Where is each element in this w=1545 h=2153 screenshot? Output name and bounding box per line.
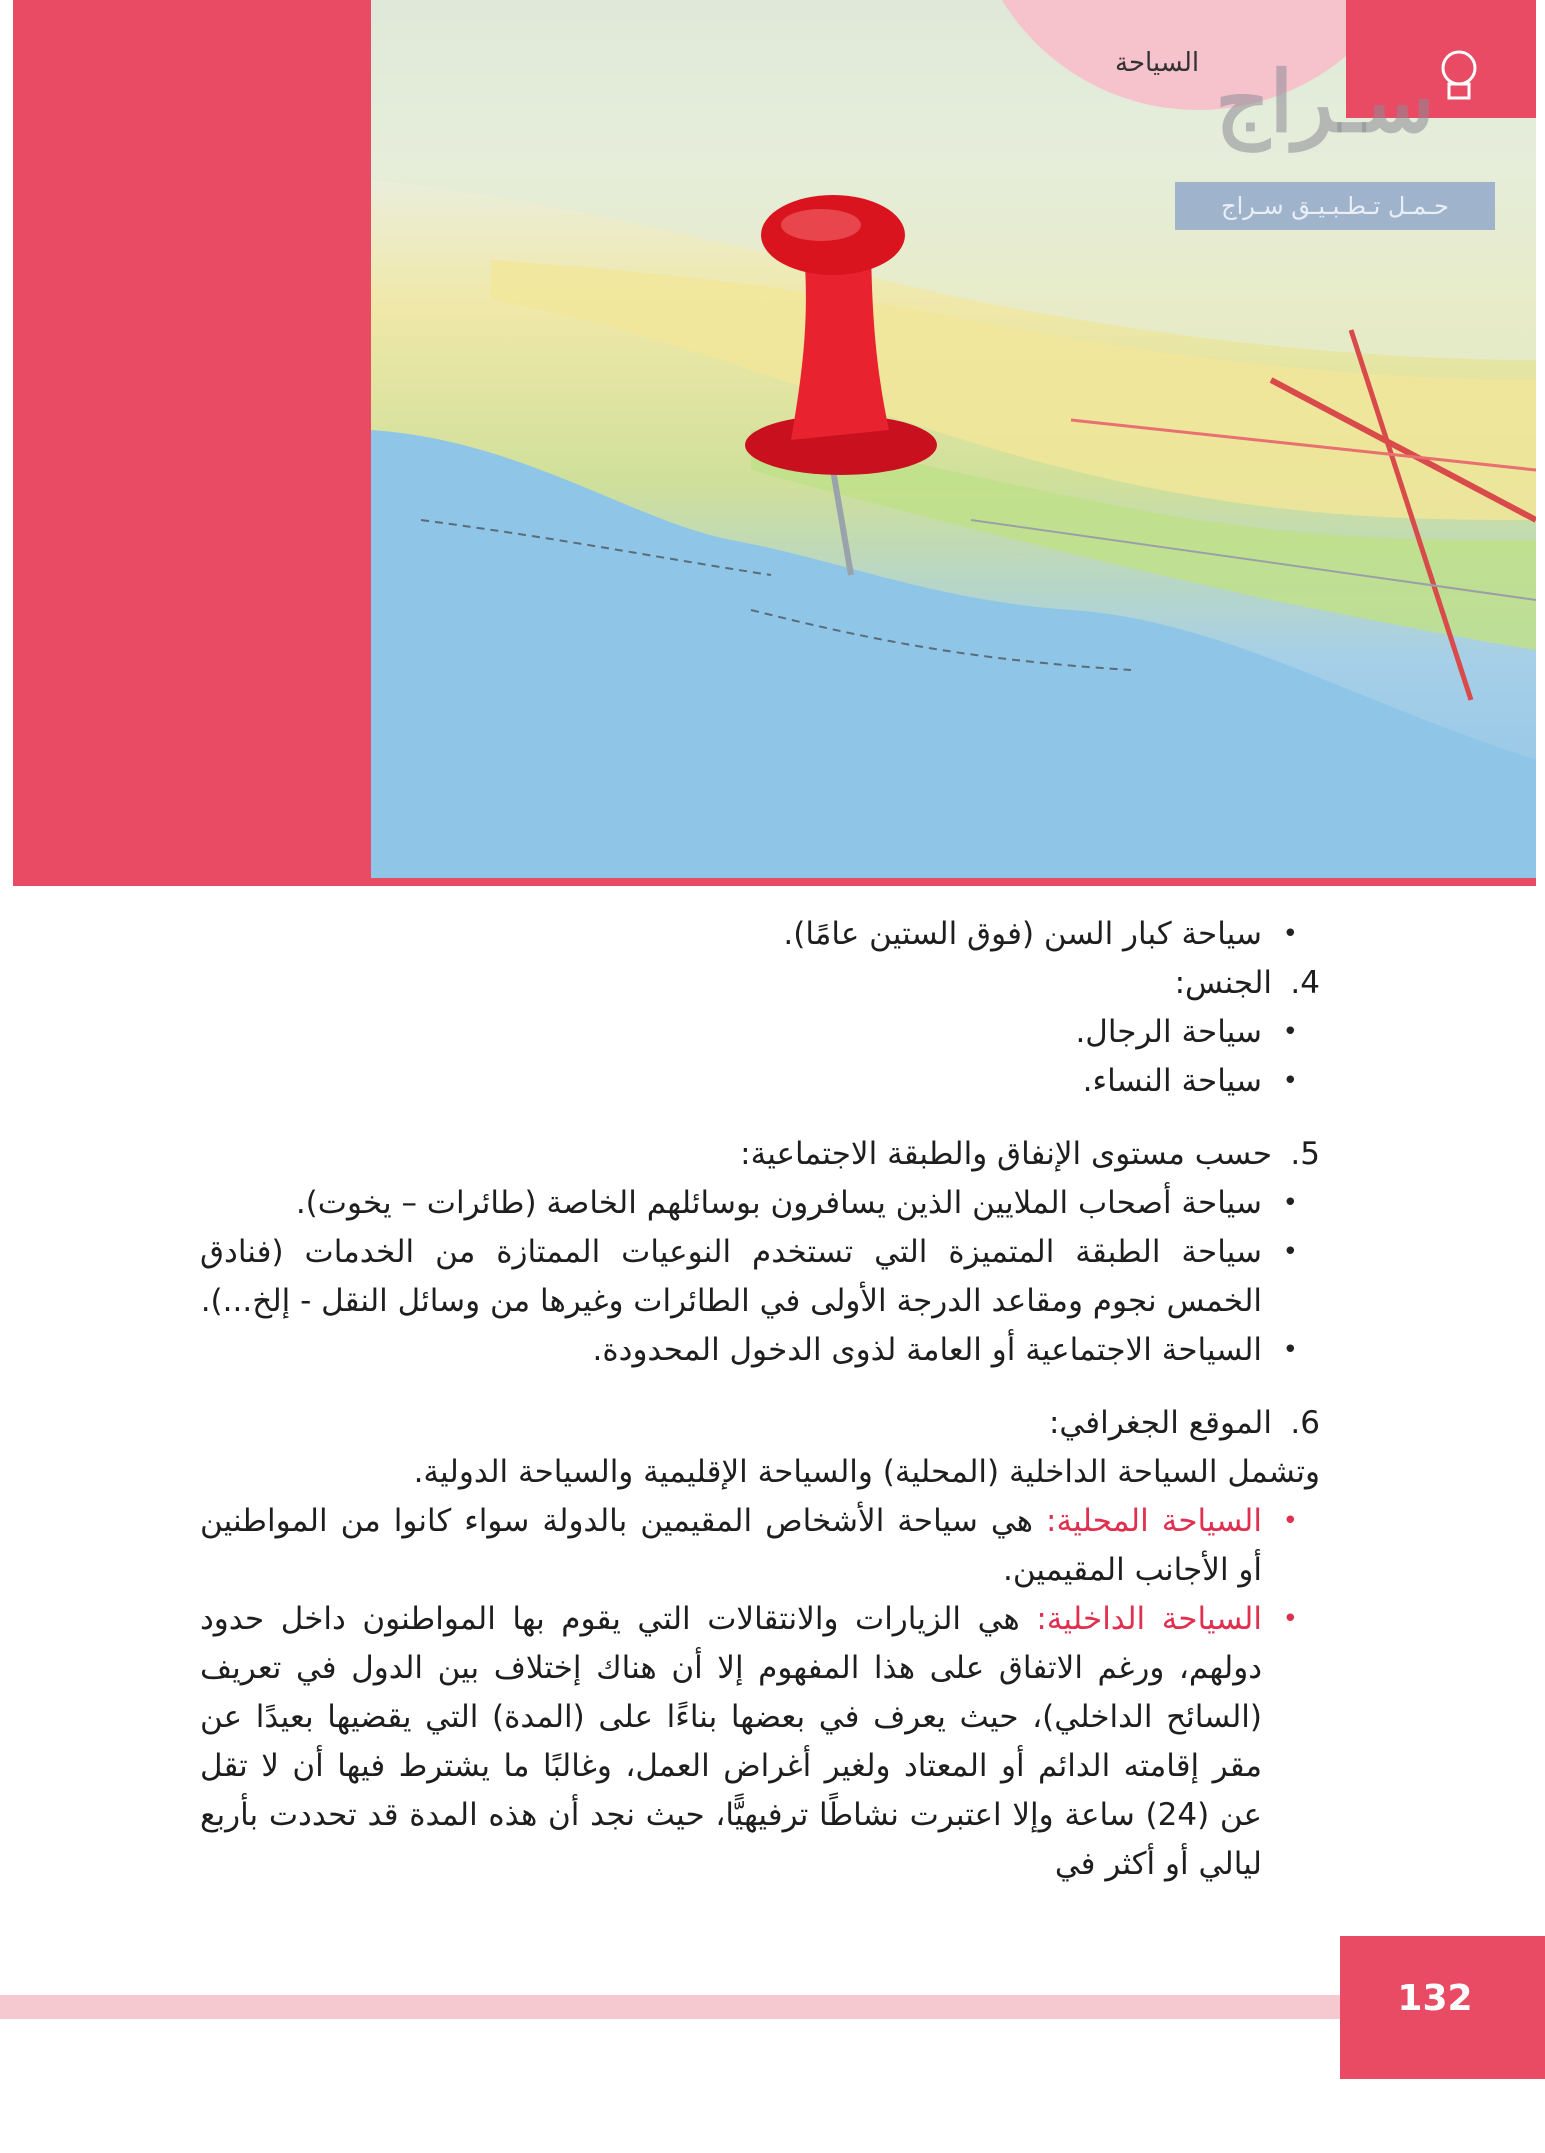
footer-bar [0,1995,1340,2019]
definition-local-tourism: هي سياحة الأشخاص المقيمين بالدولة سواء كانوا من المواطنين أو الأجانب المقيمين. [200,1503,1262,1588]
definition-domestic-tourism: هي الزيارات والانتقالات التي يقوم بها المواطنون داخل حدود دولهم، ورغم الاتفاق على هذا المفهوم إلا أن هناك إختلاف بين الدول في تعريف (السائح الداخلي)، حيث يعرف في بعضها بناءًا على (المدة) التي يقضيها بعيدًا عن مقر إقامته الدائم أو المعتاد ولغير أغراض العمل، وغالبًا ما يشترط فيها أن لا تقل عن (24) ساعة وإلا اعتبرت نشاطًا ترفيهيًّا، حيث نجد أن هذه المدة قد تحددت بأربع ليالي أو أكثر في [200,1601,1262,1882]
elderly-tourism-text: سياحة كبار السن (فوق الستين عامًا). [783,916,1262,952]
list-item [200,1497,1320,1595]
list-item-text: سياحة الطبقة المتميزة التي تستخدم النوعيات الممتازة من الخدمات (فنادق الخمس نجوم ومقاعد الدرجة الأولى في الطائرات وغيرها من وسائل النقل - إلخ...). [200,1234,1262,1319]
section-heading-4 [200,959,1320,1008]
bullet-icon: • [1282,1188,1298,1218]
list-item [200,1595,1320,1889]
section-number: 4. [1290,965,1320,1001]
section-title: الجنس: [1174,965,1272,1001]
list-item [200,1057,1320,1106]
section-heading-5 [200,1130,1320,1179]
list-item [200,1228,1320,1326]
page-number-box [1340,1936,1545,2079]
list-item [200,1008,1320,1057]
bullet-icon: • [1282,1335,1298,1365]
bullet-icon: • [1282,1017,1298,1047]
list-item-text: سياحة الرجال. [1075,1014,1262,1050]
page-number: 132 [1397,1978,1473,2019]
section-number: 5. [1290,1136,1320,1172]
section-intro: وتشمل السياحة الداخلية (المحلية) والسياحة الإقليمية والسياحة الدولية. [413,1454,1320,1490]
term-local-tourism: السياحة المحلية: [1046,1503,1262,1539]
bullet-icon: • [1282,1237,1298,1267]
section-heading-6 [200,1399,1320,1448]
header-left-band [13,0,371,880]
section-title: الموقع الجغرافي: [1048,1405,1272,1441]
list-item [200,1326,1320,1375]
section-number: 6. [1290,1405,1320,1441]
list-item-text: السياحة الاجتماعية أو العامة لذوى الدخول المحدودة. [592,1332,1262,1368]
chapter-title: السياحة [1115,48,1200,78]
list-item-text: سياحة النساء. [1082,1063,1262,1099]
bullet-icon: • [1282,1066,1298,1096]
list-item [200,1179,1320,1228]
bullet-icon: • [1282,1604,1298,1634]
list-item-text: سياحة أصحاب الملايين الذين يسافرون بوسائلهم الخاصة (طائرات – يخوت). [295,1185,1262,1221]
bullet-icon: • [1282,919,1298,949]
section-title: حسب مستوى الإنفاق والطبقة الاجتماعية: [740,1136,1272,1172]
watermark-logo [1175,42,1495,232]
header-divider [13,878,1536,886]
watermark-logo-text: سـراج [1215,52,1435,151]
bullet-icon: • [1282,1506,1298,1536]
list-item [200,910,1320,959]
page-body [200,910,1320,1889]
term-domestic-tourism: السياحة الداخلية: [1036,1601,1262,1637]
watermark-tagline: حـمـل تـطـبـيـق سـراج [1175,182,1495,230]
